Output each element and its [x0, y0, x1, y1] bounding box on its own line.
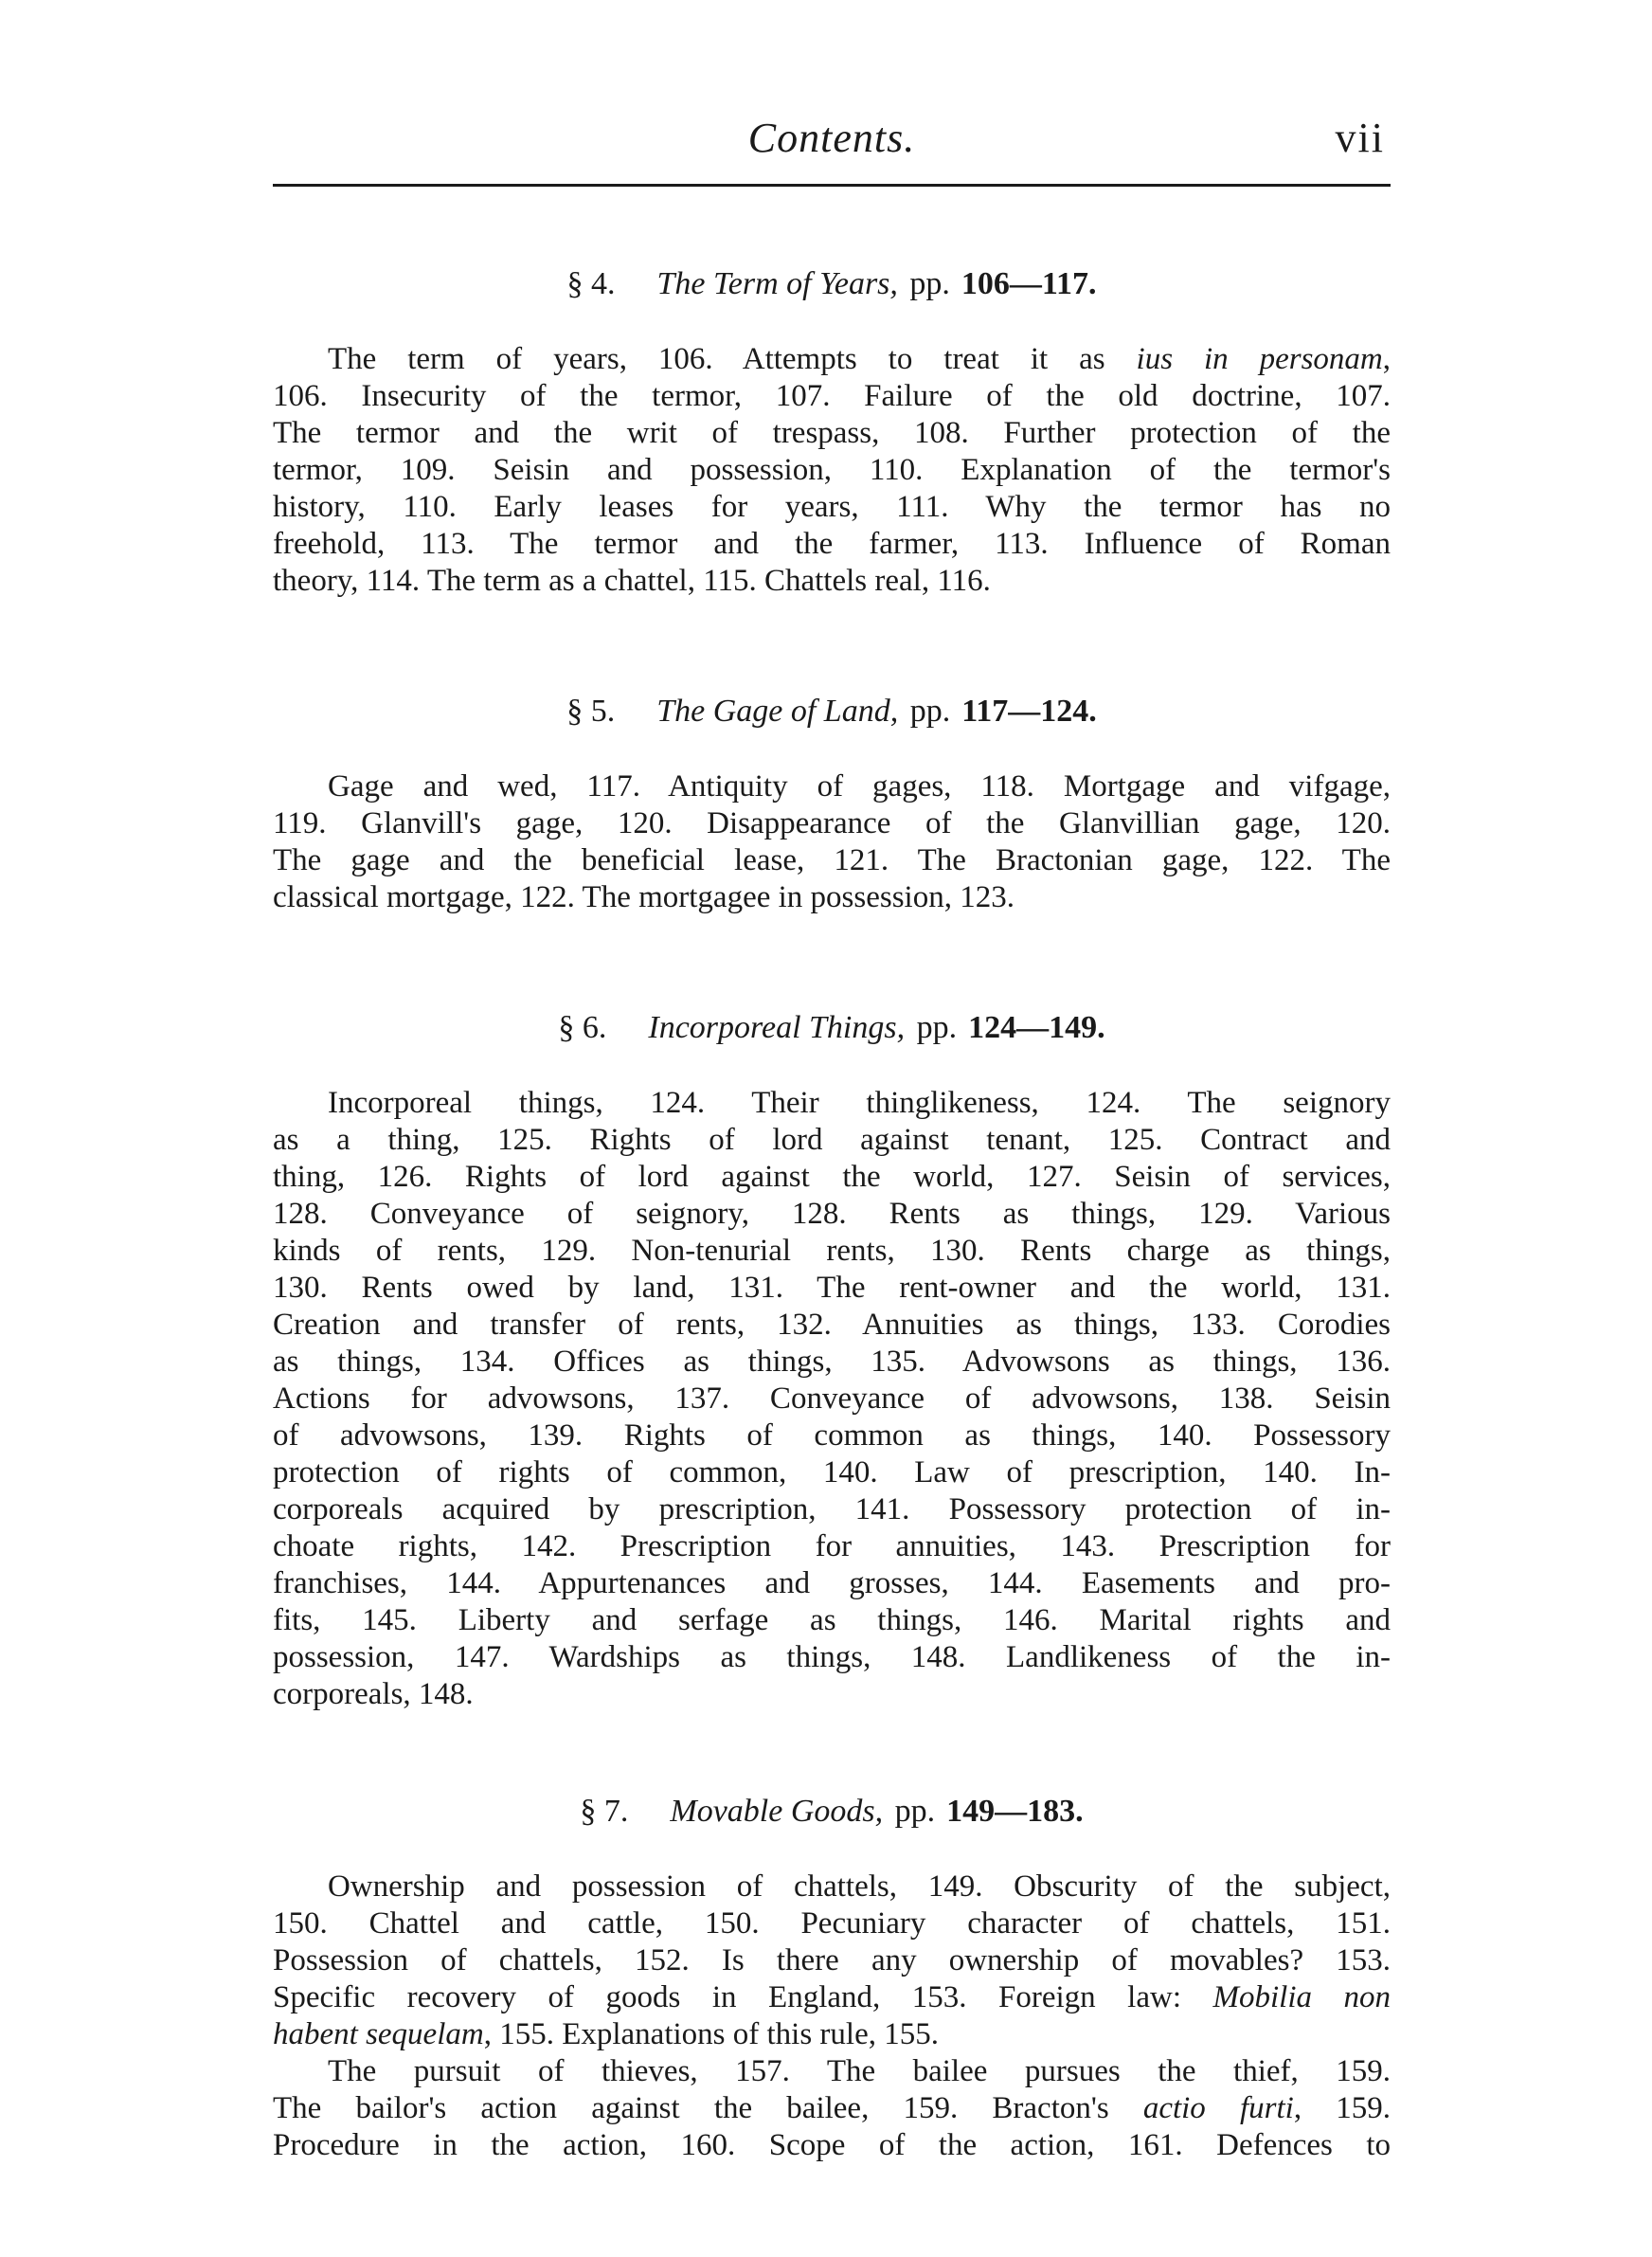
- pages-label: pp.: [916, 1010, 958, 1045]
- section-number: § 7.: [580, 1794, 629, 1829]
- summary-line: freehold, 113. The termor and the farmer, 113. Influence of Roman: [273, 527, 1391, 561]
- summary-line: classical mortgage, 122. The mortgagee in possession, 123.: [273, 880, 1015, 914]
- summary-line: Actions for advowsons, 137. Conveyance of advowsons, 138. Seisin: [273, 1381, 1391, 1416]
- summary-line: history, 110. Early leases for years, 111. Why the termor has no: [273, 490, 1391, 524]
- section-heading: [273, 1791, 1391, 1833]
- summary-line: Procedure in the action, 160. Scope of the action, 161. Defences to: [273, 2128, 1391, 2162]
- section-5: [273, 691, 1391, 916]
- pages-label: pp.: [894, 1794, 936, 1829]
- summary-line: Incorporeal things, 124. Their thinglikeness, 124. The seignory: [328, 1086, 1391, 1120]
- page-range: 106—117.: [961, 266, 1097, 301]
- summary-line: kinds of rents, 129. Non-tenurial rents, 130. Rents charge as things,: [273, 1234, 1391, 1268]
- section-number: § 5.: [566, 694, 616, 729]
- page-range: 124—149.: [968, 1010, 1105, 1045]
- summary-line: theory, 114. The term as a chattel, 115. Chattels real, 116.: [273, 564, 991, 598]
- section-title: The Gage of Land,: [656, 694, 899, 729]
- page-number: vii: [1335, 115, 1385, 161]
- summary-line: fits, 145. Liberty and serfage as things, 146. Marital rights and: [273, 1603, 1391, 1637]
- summary-line: The gage and the beneficial lease, 121. The Bractonian gage, 122. The: [273, 843, 1391, 877]
- section-heading: [273, 263, 1391, 305]
- section-title: Movable Goods,: [670, 1794, 884, 1829]
- summary-line: as things, 134. Offices as things, 135. Advowsons as things, 136.: [273, 1345, 1391, 1379]
- section-summary: [273, 1085, 1391, 1713]
- summary-line: termor, 109. Seisin and possession, 110. Explanation of the termor's: [273, 453, 1391, 487]
- summary-line: Ownership and possession of chattels, 149. Obscurity of the subject,: [328, 1869, 1391, 1904]
- section-number: § 4.: [566, 266, 616, 301]
- section-title: Incorporeal Things,: [648, 1010, 906, 1045]
- summary-line: Specific recovery of goods in England, 153. Foreign law: Mobilia non: [273, 1980, 1391, 2014]
- summary-line: 130. Rents owed by land, 131. The rent-owner and the world, 131.: [273, 1271, 1391, 1305]
- section-7: [273, 1791, 1391, 2164]
- section-summary: [273, 341, 1391, 600]
- summary-line: The pursuit of thieves, 157. The bailee pursues the thief, 159.: [328, 2054, 1391, 2088]
- summary-line: Possession of chattels, 152. Is there any ownership of movables? 153.: [273, 1943, 1391, 1977]
- summary-line: The bailor's action against the bailee, 159. Bracton's actio furti, 159.: [273, 2091, 1391, 2125]
- section-heading: [273, 1007, 1391, 1049]
- pages-label: pp.: [909, 694, 951, 729]
- contents-body: [273, 263, 1391, 2164]
- summary-line: possession, 147. Wardships as things, 148. Landlikeness of the in-: [273, 1640, 1391, 1674]
- summary-line: as a thing, 125. Rights of lord against tenant, 125. Contract and: [273, 1123, 1391, 1157]
- summary-line: 119. Glanvill's gage, 120. Disappearance of the Glanvillian gage, 120.: [273, 806, 1391, 840]
- summary-line: Creation and transfer of rents, 132. Annuities as things, 133. Corodies: [273, 1308, 1391, 1342]
- summary-line: thing, 126. Rights of lord against the world, 127. Seisin of services,: [273, 1160, 1391, 1194]
- section-summary: [273, 768, 1391, 916]
- running-title: Contents.: [747, 115, 916, 161]
- summary-line: protection of rights of common, 140. Law of prescription, 140. In-: [273, 1455, 1391, 1490]
- summary-line: 106. Insecurity of the termor, 107. Failure of the old doctrine, 107.: [273, 379, 1391, 413]
- summary-line: corporeals, 148.: [273, 1677, 474, 1711]
- section-number: § 6.: [558, 1010, 607, 1045]
- header-rule: [273, 184, 1391, 187]
- section-4: [273, 263, 1391, 600]
- section-6: [273, 1007, 1391, 1713]
- summary-line: The term of years, 106. Attempts to treat it as ius in personam,: [328, 342, 1391, 376]
- page-range: 149—183.: [946, 1794, 1084, 1829]
- summary-line: habent sequelam, 155. Explanations of this rule, 155.: [273, 2017, 939, 2051]
- summary-line: corporeals acquired by prescription, 141. Possessory protection of in-: [273, 1492, 1391, 1526]
- page-header: [273, 114, 1391, 171]
- summary-line: Gage and wed, 117. Antiquity of gages, 118. Mortgage and vifgage,: [328, 769, 1391, 803]
- pages-label: pp.: [909, 266, 950, 301]
- summary-line: franchises, 144. Appurtenances and grosses, 144. Easements and pro-: [273, 1566, 1391, 1600]
- section-summary: [273, 1869, 1391, 2164]
- page-range: 117—124.: [961, 694, 1097, 729]
- section-heading: [273, 691, 1391, 732]
- summary-line: 150. Chattel and cattle, 150. Pecuniary character of chattels, 151.: [273, 1906, 1391, 1941]
- summary-line: The termor and the writ of trespass, 108. Further protection of the: [273, 416, 1391, 450]
- summary-line: 128. Conveyance of seignory, 128. Rents as things, 129. Various: [273, 1197, 1391, 1231]
- summary-line: of advowsons, 139. Rights of common as things, 140. Possessory: [273, 1418, 1391, 1453]
- section-title: The Term of Years,: [656, 266, 898, 301]
- summary-line: choate rights, 142. Prescription for annuities, 143. Prescription for: [273, 1529, 1391, 1563]
